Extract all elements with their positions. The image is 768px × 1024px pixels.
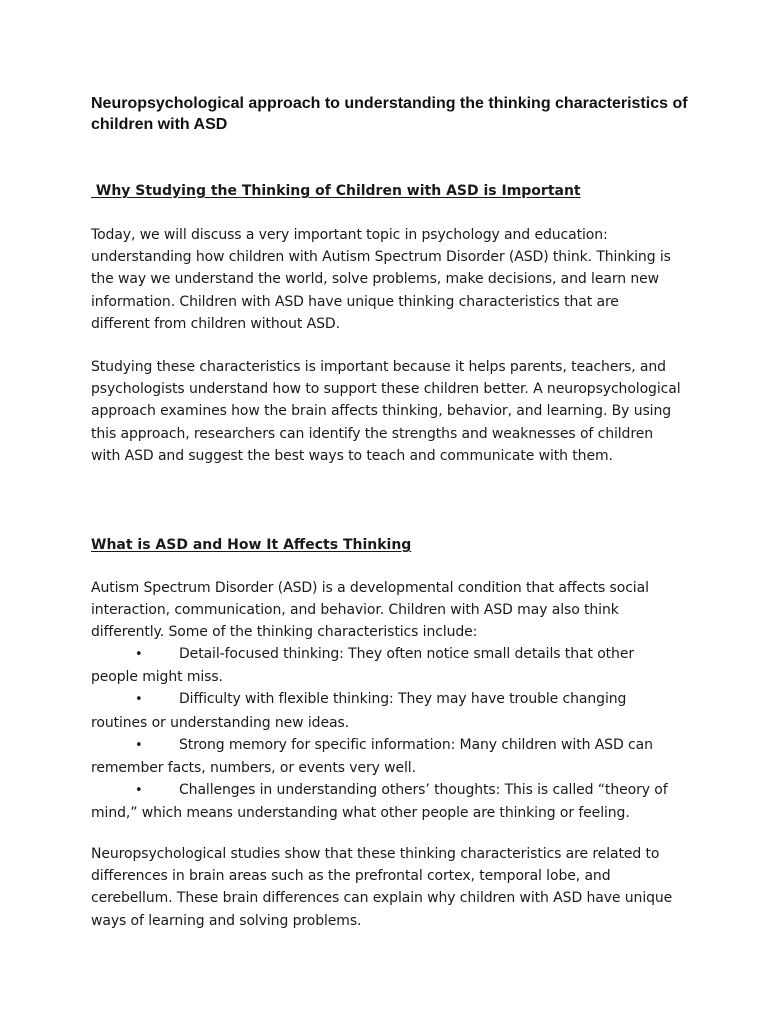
document-title: Neuropsychological approach to understanding the thinking characteristics of children with ASD: [91, 95, 688, 133]
list-item-text: Difficulty with flexible thinking: They may have trouble changing routines or understanding new ideas.: [91, 691, 627, 731]
list-item: [91, 643, 681, 688]
list-item: [91, 734, 681, 779]
list-item-text: Detail-focused thinking: They often notice small details that other people might miss.: [91, 646, 634, 686]
bullet-icon: •: [135, 783, 143, 799]
list-item: [91, 688, 681, 733]
bullet-icon: •: [135, 647, 143, 662]
paragraph-intro: Today, we will discuss a very important topic in psychology and education: understanding how children with Autism Spectrum Disorder (ASD) think. Thinking is the way we understand the world, solve problems, make decisions, and learn new information. Children with ASD have unique thinking characteristics that are different from children without ASD.: [91, 227, 671, 332]
section-heading-why-important: Why Studying the Thinking of Children with ASD is Important: [91, 183, 581, 199]
section-heading-what-is-asd: What is ASD and How It Affects Thinking: [91, 537, 412, 553]
list-item-text: Challenges in understanding others’ thoughts: This is called “theory of mind,” which means understanding what other people are thinking or feeling.: [91, 782, 668, 822]
bullet-icon: •: [135, 737, 143, 753]
list-item: [91, 779, 681, 824]
paragraph-importance: Studying these characteristics is important because it helps parents, teachers, and psychologists understand how to support these children better. A neuropsychological approach examines how the brain affects thinking, behavior, and learning. By using this approach, researchers can identify the strengths and weaknesses of children with ASD and suggest the best ways to teach and communicate with them.: [91, 359, 681, 464]
bullet-icon: •: [135, 692, 143, 708]
paragraph-brain-differences: Neuropsychological studies show that these thinking characteristics are related to differences in brain areas such as the prefrontal cortex, temporal lobe, and cerebellum. These brain differences can explain why children with ASD have unique ways of learning and solving problems.: [91, 846, 673, 929]
thinking-characteristics-list: [91, 643, 681, 825]
paragraph-asd-definition: Autism Spectrum Disorder (ASD) is a developmental condition that affects social interaction, communication, and behavior. Children with ASD may also think differently. Some of the thinking characteristics include:: [91, 580, 649, 641]
list-item-text: Strong memory for specific information: Many children with ASD can remember facts, numbers, or events very well.: [91, 736, 653, 777]
